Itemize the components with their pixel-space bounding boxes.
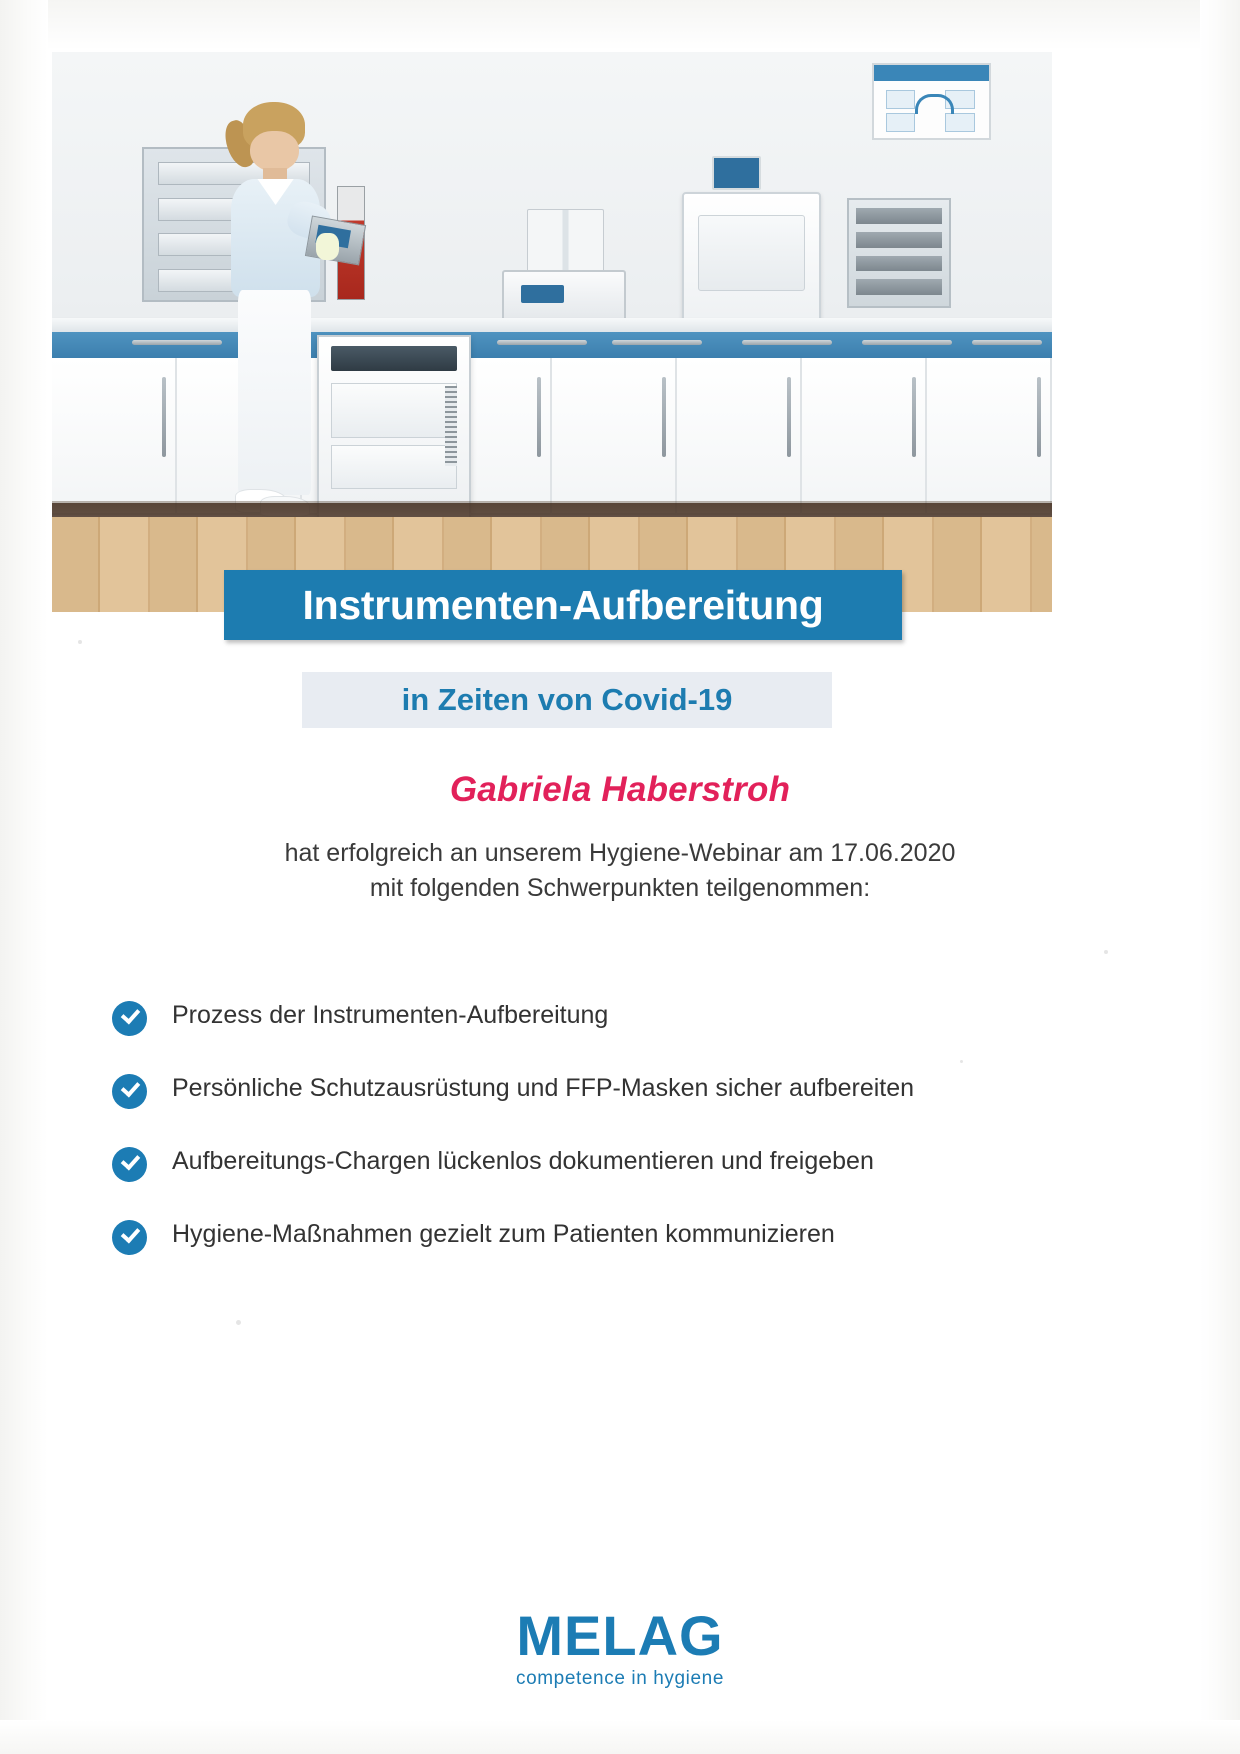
melag-logo xyxy=(0,1604,1240,1690)
photo-monitor-tile xyxy=(886,113,916,132)
list-item xyxy=(112,1146,1112,1182)
photo-cabinet-door xyxy=(677,358,802,515)
photo-countertop xyxy=(52,318,1052,332)
photo-sealing-film-rolls xyxy=(527,209,604,278)
photo-drawer-handle xyxy=(497,340,587,345)
photo-drawer-handle xyxy=(612,340,702,345)
photo-dental-assistant xyxy=(207,102,347,539)
photo-person-gloved-hand xyxy=(316,233,338,259)
topics-list xyxy=(112,1000,1112,1292)
photo-monitor-tile xyxy=(886,90,916,109)
photo-drawer-band xyxy=(52,332,1052,358)
photo-floor-shadow xyxy=(52,501,1052,517)
logo-wordmark: MELAG xyxy=(516,1604,724,1667)
photo-drawer-handle xyxy=(742,340,832,345)
photo-cabinet-door xyxy=(52,358,177,515)
scan-edge-bottom xyxy=(0,1720,1240,1754)
photo-washer-lower-panel xyxy=(331,445,457,489)
photo-rack-slot xyxy=(856,232,942,248)
photo-person-face xyxy=(250,131,299,172)
photo-autoclave-display xyxy=(712,156,761,191)
photo-washer-control-panel xyxy=(331,346,457,371)
title-banner xyxy=(224,570,902,640)
scan-speck xyxy=(78,640,82,644)
subtitle-text: in Zeiten von Covid-19 xyxy=(401,682,733,717)
scan-speck xyxy=(960,1060,963,1063)
photo-washer-side-label xyxy=(445,386,457,466)
photo-monitor-header xyxy=(874,65,989,81)
photo-monitor-screen xyxy=(874,81,989,138)
list-item xyxy=(112,1073,1112,1109)
title-text: Instrumenten-Aufbereitung xyxy=(302,581,824,628)
subtitle-banner xyxy=(302,672,832,728)
list-item-label: Hygiene-Maßnahmen gezielt zum Patienten kommunizieren xyxy=(172,1220,835,1248)
photo-cabinet-door xyxy=(927,358,1052,515)
photo-wall-rack xyxy=(847,198,951,308)
check-circle-icon xyxy=(112,1074,147,1109)
photo-cabinet-door xyxy=(552,358,677,515)
hygiene-room-photo xyxy=(52,52,1052,612)
check-circle-icon xyxy=(112,1001,147,1036)
photo-rack-slot xyxy=(856,279,942,295)
scan-edge-top xyxy=(0,0,1240,50)
intro-line-2: mit folgenden Schwerpunkten teilgenommen: xyxy=(369,873,871,902)
scan-speck xyxy=(236,1320,241,1325)
photo-person-trousers xyxy=(238,290,311,495)
list-item-label: Persönliche Schutzausrüstung und FFP-Masken sicher aufbereiten xyxy=(172,1074,915,1102)
list-item xyxy=(112,1219,1112,1255)
check-circle-icon xyxy=(112,1147,147,1182)
scan-speck xyxy=(1104,950,1108,954)
list-item-label: Prozess der Instrumenten-Aufbereitung xyxy=(172,1001,609,1029)
intro-paragraph xyxy=(0,836,1240,905)
intro-line-1: hat erfolgreich an unserem Hygiene-Webinar am 17.06.2020 xyxy=(284,839,956,867)
logo-tagline: competence in hygiene xyxy=(515,1668,724,1689)
photo-sealing-device xyxy=(502,270,626,324)
photo-autoclave xyxy=(682,192,821,325)
photo-monitor-tile xyxy=(945,90,975,109)
photo-drawer-handle xyxy=(862,340,952,345)
check-circle-icon xyxy=(112,1220,147,1255)
photo-monitor-tile xyxy=(945,113,975,132)
photo-drawer-handle xyxy=(972,340,1042,345)
list-item-label: Aufbereitungs-Chargen lückenlos dokumentieren und freigeben xyxy=(172,1147,874,1175)
participant-name: Gabriela Haberstroh xyxy=(449,770,791,809)
photo-cabinet-door xyxy=(802,358,927,515)
photo-cabinet-row xyxy=(52,358,1052,515)
photo-washer-door xyxy=(331,383,457,438)
photo-wall-monitor xyxy=(872,63,991,140)
photo-rack-slot xyxy=(856,256,942,272)
photo-rack-slot xyxy=(856,208,942,224)
list-item xyxy=(112,1000,1112,1036)
